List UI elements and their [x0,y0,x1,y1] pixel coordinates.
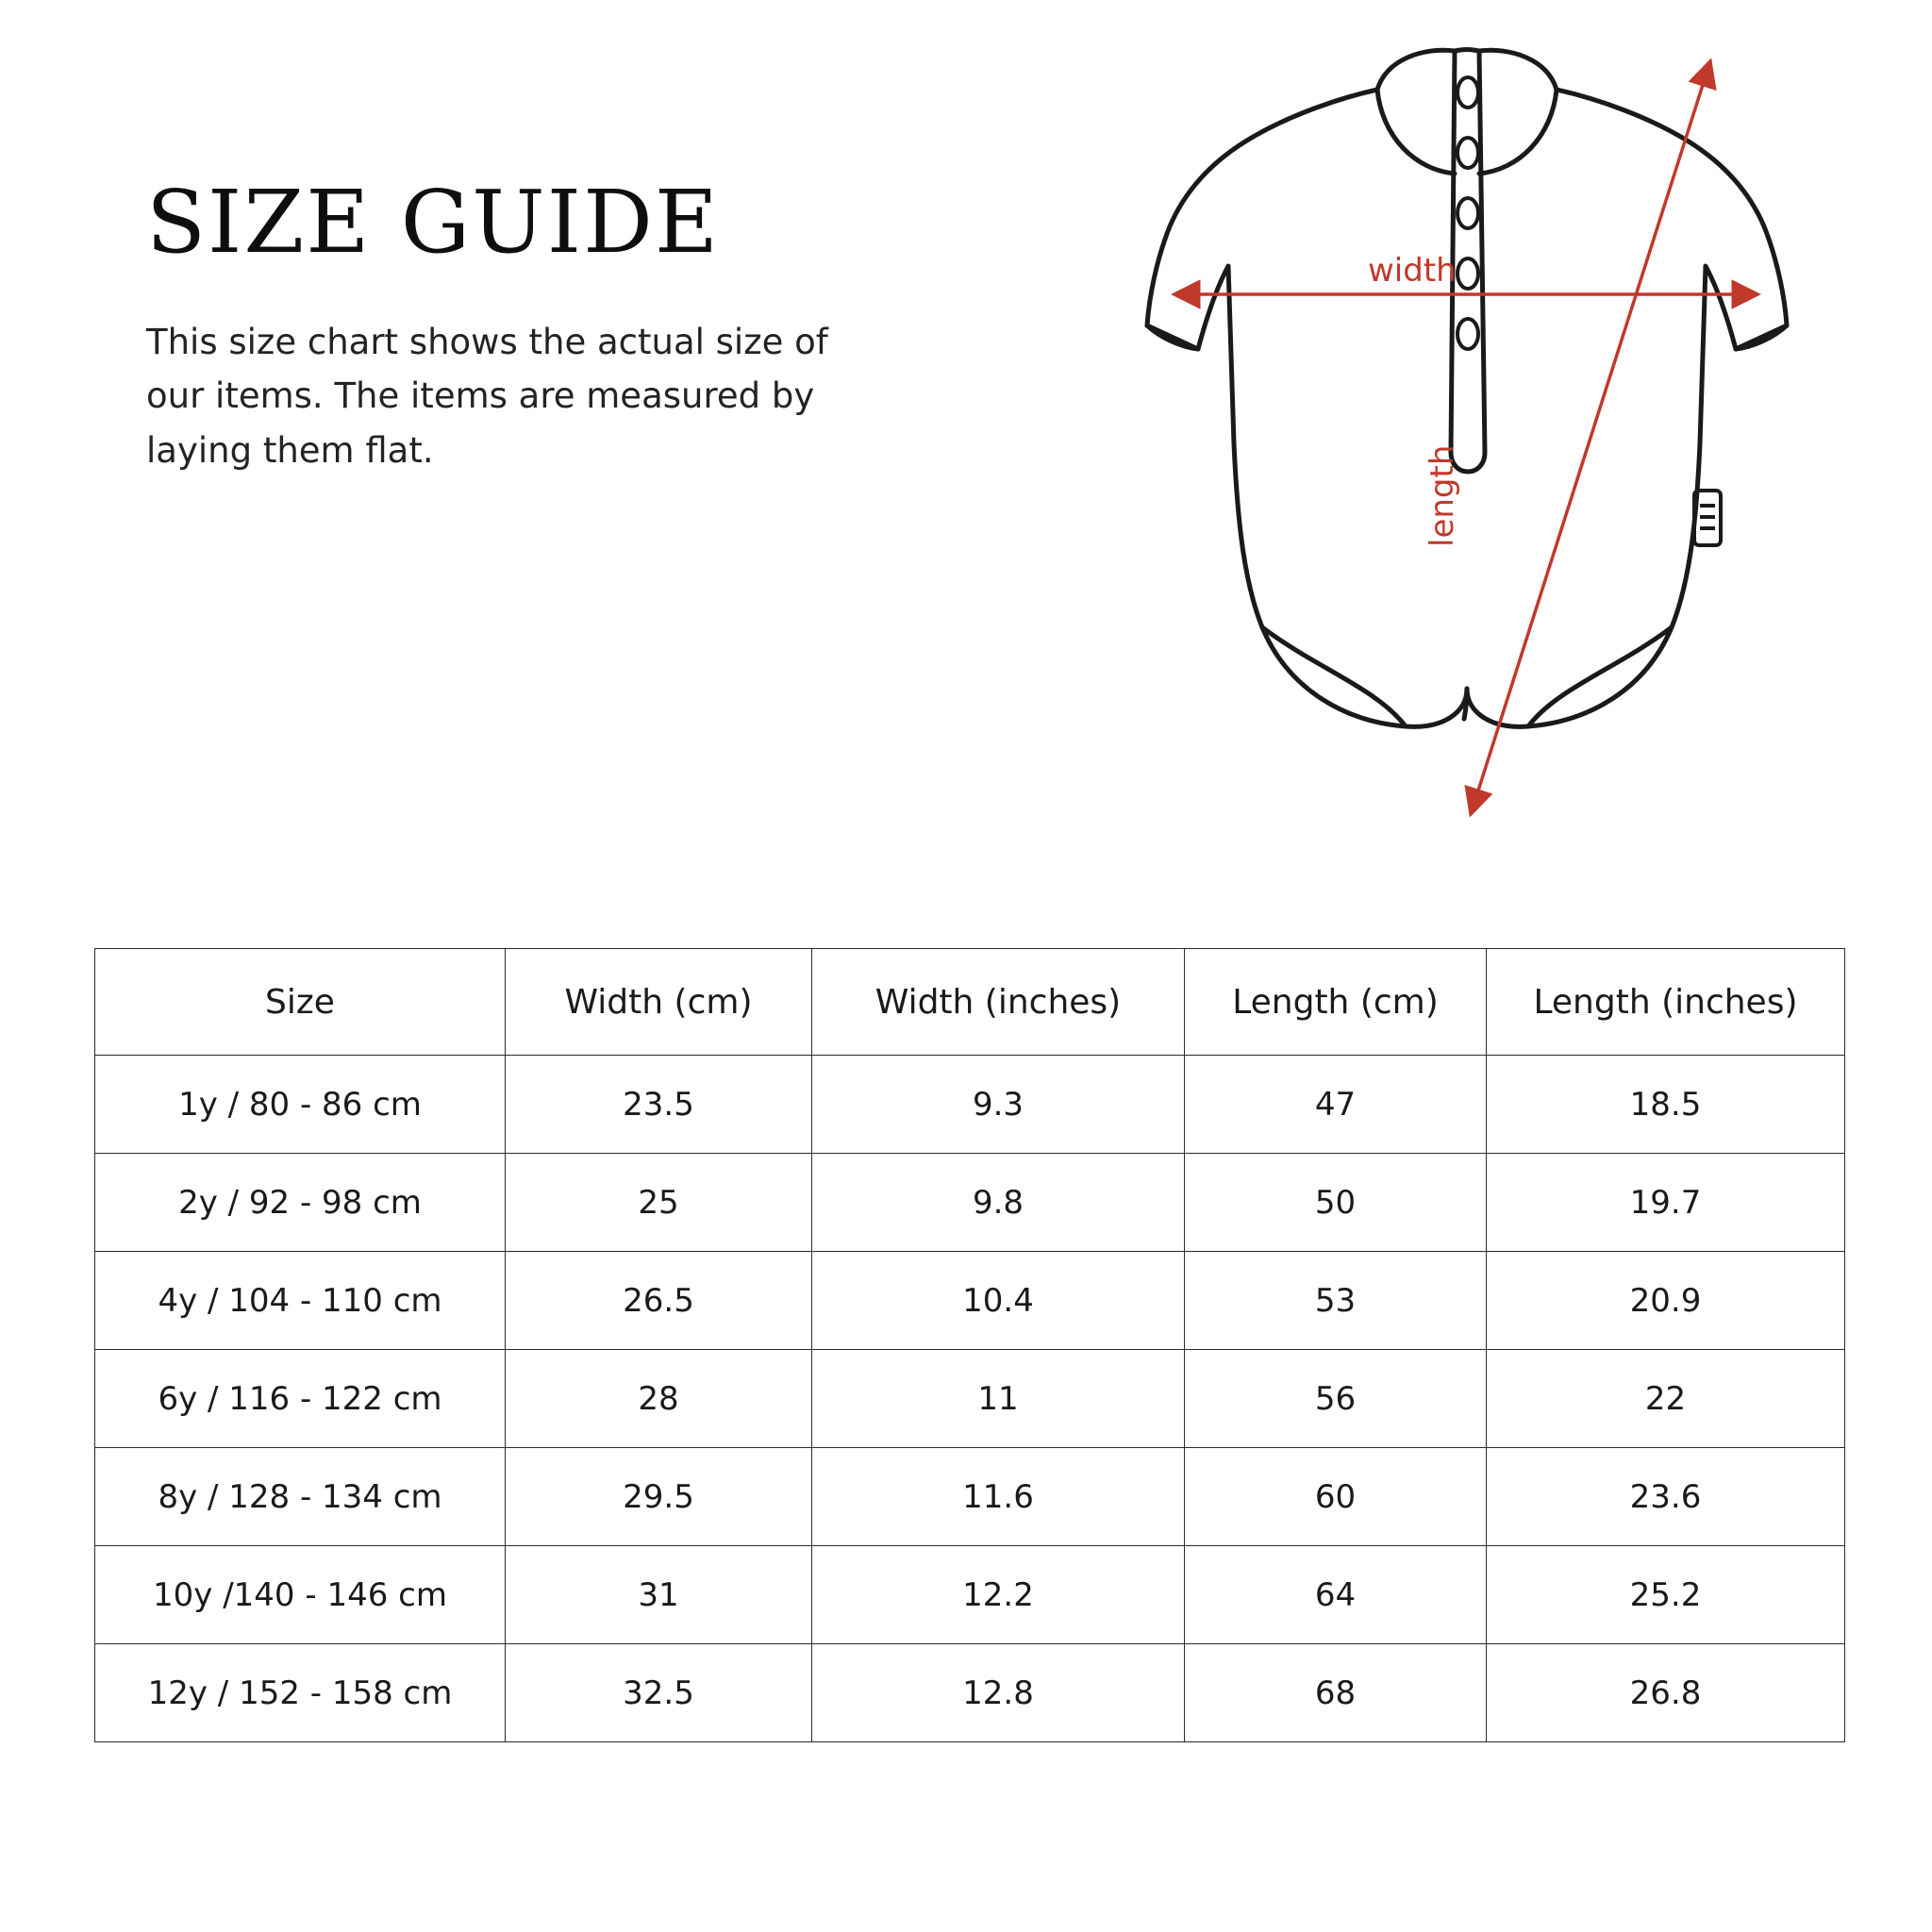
cell-length-inches: 18.5 [1487,1056,1845,1154]
column-header-length-cm: Length (cm) [1185,949,1487,1056]
cell-length-inches: 25.2 [1487,1546,1845,1644]
cell-size: 4y / 104 - 110 cm [95,1252,506,1350]
table-header-row [95,949,1845,1056]
page-description: This size chart shows the actual size of our items. The items are measured by laying them flat. [146,322,828,471]
length-label: length [1424,444,1461,547]
cell-size: 6y / 116 - 122 cm [95,1350,506,1448]
cell-length-cm: 60 [1185,1448,1487,1546]
cell-length-cm: 47 [1185,1056,1487,1154]
table-row [95,1448,1845,1546]
garment-illustration [1094,38,1840,868]
cell-size: 10y /140 - 146 cm [95,1546,506,1644]
cell-size: 8y / 128 - 134 cm [95,1448,506,1546]
table-row [95,1056,1845,1154]
table-row [95,1252,1845,1350]
cell-width-inches: 10.4 [812,1252,1185,1350]
cell-width-inches: 9.8 [812,1154,1185,1252]
cell-size: 2y / 92 - 98 cm [95,1154,506,1252]
cell-width-inches: 12.2 [812,1546,1185,1644]
cell-length-inches: 23.6 [1487,1448,1845,1546]
table-row [95,1644,1845,1742]
cell-length-inches: 20.9 [1487,1252,1845,1350]
cell-width-cm: 25 [506,1154,812,1252]
column-header-length-inches: Length (inches) [1487,949,1845,1056]
cell-width-inches: 11 [812,1350,1185,1448]
cell-size: 12y / 152 - 158 cm [95,1644,506,1742]
cell-width-cm: 32.5 [506,1644,812,1742]
cell-size: 1y / 80 - 86 cm [95,1056,506,1154]
page-title: SIZE GUIDE [146,172,720,273]
column-header-size: Size [95,949,506,1056]
cell-length-cm: 50 [1185,1154,1487,1252]
cell-width-cm: 26.5 [506,1252,812,1350]
cell-length-inches: 19.7 [1487,1154,1845,1252]
cell-length-cm: 68 [1185,1644,1487,1742]
cell-length-cm: 56 [1185,1350,1487,1448]
width-label: width [1368,252,1457,290]
table-row [95,1546,1845,1644]
size-chart-table [94,948,1845,1742]
column-header-width-inches: Width (inches) [812,949,1185,1056]
cell-width-cm: 29.5 [506,1448,812,1546]
cell-width-cm: 23.5 [506,1056,812,1154]
cell-length-inches: 26.8 [1487,1644,1845,1742]
cell-length-cm: 53 [1185,1252,1487,1350]
cell-width-inches: 11.6 [812,1448,1185,1546]
cell-width-cm: 31 [506,1546,812,1644]
table-row [95,1154,1845,1252]
table-row [95,1350,1845,1448]
cell-width-inches: 9.3 [812,1056,1185,1154]
column-header-width-cm: Width (cm) [506,949,812,1056]
header-block [146,172,920,512]
cell-length-inches: 22 [1487,1350,1845,1448]
cell-width-cm: 28 [506,1350,812,1448]
cell-length-cm: 64 [1185,1546,1487,1644]
cell-width-inches: 12.8 [812,1644,1185,1742]
